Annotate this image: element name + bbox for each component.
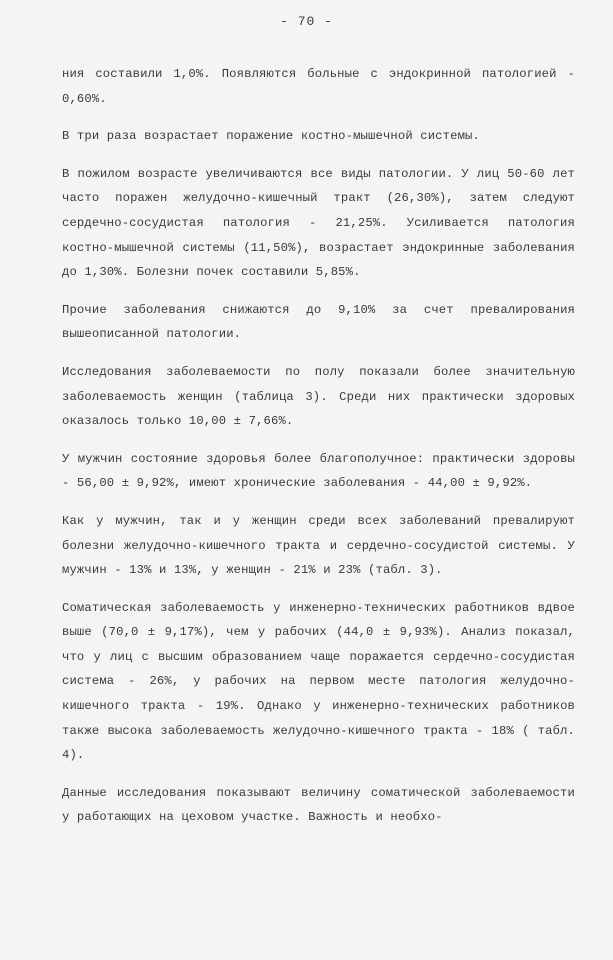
page-number: - 70 - [280, 14, 333, 29]
paragraph-9: Данные исследования показывают величину соматической заболеваемости у работающих на цеховом участке. Важность и необхо- [62, 785, 575, 825]
paragraph-5: Исследования заболеваемости по полу показали более значительную заболеваемость женщин (таблица 3). Среди них практически здоровых оказалось только 10,00 ± 7,66%. [62, 364, 575, 429]
paragraph-4: Прочие заболевания снижаются до 9,10% за счет превалирования вышеописанной патологии. [62, 302, 575, 342]
paragraph-6: У мужчин состояние здоровья более благополучное: практически здоровы - 56,00 ± 9,92%, имеют хронические заболевания - 44,00 ± 9,92%. [62, 451, 575, 491]
paragraph-1: ния составили 1,0%. Появляются больные с эндокринной патологией - 0,60%. [62, 67, 575, 106]
paragraph-3: В пожилом возрасте увеличиваются все виды патологии. У лиц 50-60 лет часто поражен желудочно-кишечный тракт (26,30%), затем следуют сердечно-сосудистая патология - 21,25%. Усиливается патология костно-мышечной системы (11,50%), возрастает эндокринные заболевания до 1,30%. Болезни почек составили 5,85%. [62, 166, 575, 280]
paragraph-2: В три раза возрастает поражение костно-мышечной системы. [62, 129, 480, 144]
paragraph-8: Соматическая заболеваемость у инженерно-технических работников вдвое выше (70,0 ± 9,17%), чем у рабочих (44,0 ± 9,93%). Анализ показал, что у лиц с высшим образованием чаще поражается сердечно-сосудистая система - 26%, у рабочих на первом месте патология желудочно-кишечного тракта - 19%. Однако у инженерно-технических работников также высока заболеваемость желудочно-кишечного тракта - 18% ( табл. 4). [62, 600, 575, 763]
paragraph-7: Как у мужчин, так и у женщин среди всех заболеваний превалируют болезни желудочно-кишечного тракта и сердечно-сосудистой системы. У мужчин - 13% и 13%, у женщин - 21% и 23% (табл. 3). [62, 513, 575, 578]
document-body [62, 62, 575, 843]
